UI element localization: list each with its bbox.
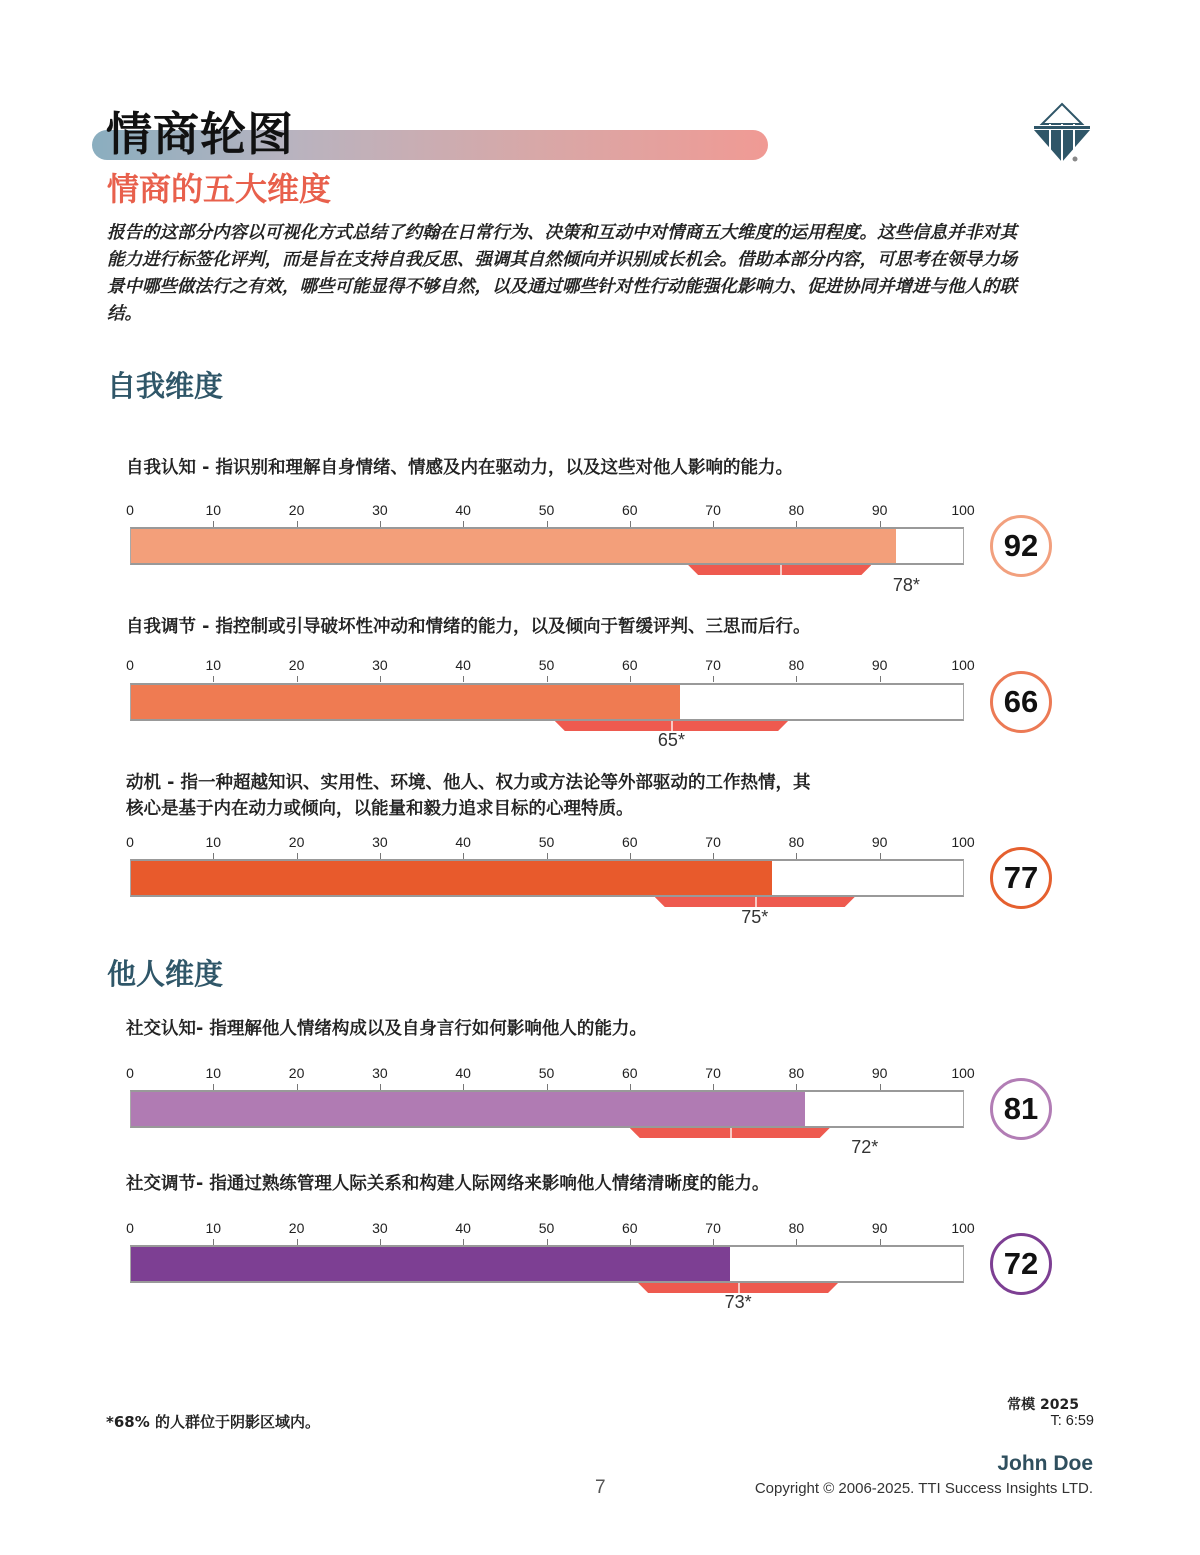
axis-tick-label: 90	[871, 834, 888, 850]
axis-tick-mark	[880, 676, 881, 682]
score-bar-fill	[131, 1247, 730, 1281]
page-subtitle: 情商的五大维度	[107, 170, 332, 208]
axis-tick-label: 90	[871, 1220, 888, 1236]
axis-tick-mark	[463, 676, 464, 682]
axis-tick-label: 40	[455, 1065, 471, 1081]
axis-tick-label: 30	[372, 1065, 388, 1081]
axis-tick-label: 70	[705, 834, 721, 850]
score-bar-track	[130, 683, 964, 721]
axis-tick-label: 100	[951, 1220, 975, 1236]
scale-axis	[126, 834, 975, 854]
axis-tick-label: 40	[455, 657, 471, 673]
axis-tick-label: 20	[288, 657, 305, 673]
scale-label-line1: 社交认知- 指理解他人情绪构成以及自身言行如何影响他人的能力。	[126, 1019, 647, 1039]
axis-tick-label: 100	[951, 834, 975, 850]
axis-tick-label: 100	[951, 657, 975, 673]
score-circle: 92	[990, 515, 1052, 577]
axis-tick-label: 50	[538, 1220, 555, 1236]
axis-tick-label: 70	[705, 1220, 721, 1236]
axis-tick-label: 100	[951, 1065, 975, 1081]
axis-tick-label: 0	[126, 1065, 134, 1081]
axis-tick-mark	[213, 676, 214, 682]
scale-label-line1: 自我认知 - 指识别和理解自身情绪、情感及内在驱动力，以及这些对他人影响的能力。	[126, 458, 793, 478]
axis-tick-label: 80	[788, 1065, 805, 1081]
score-bar-fill	[131, 529, 896, 563]
norm-mean-marker	[755, 897, 757, 907]
axis-tick-label: 0	[126, 502, 134, 518]
axis-tick-label: 30	[372, 502, 388, 518]
intro-paragraph: 报告的这部分内容以可视化方式总结了约翰在日常行为、决策和互动中对情商五大维度的运用程度。这些信息并非对其能力进行标签化评判，而是旨在支持自我反思、强调其自然倾向并识别成长机会。借助本部分内容，可思考在领导力场景中哪些做法行之有效，哪些可能显得不够自然，以及通过哪些针对性行动能强化影响力、促进协同并增进与他人的联结。	[107, 223, 1017, 324]
axis-tick-label: 40	[455, 502, 471, 518]
scale-label-line2: 核心是基于内在动力或倾向，以能量和毅力追求目标的心理特质。	[126, 799, 634, 819]
axis-tick-label: 60	[622, 834, 638, 850]
score-bar-fill	[131, 1092, 805, 1126]
page-number: 7	[595, 1477, 606, 1498]
axis-tick-mark	[713, 676, 714, 682]
axis-tick-mark	[630, 676, 631, 682]
axis-tick-label: 0	[126, 657, 134, 673]
axis-tick-label: 30	[372, 834, 388, 850]
axis-tick-label: 20	[288, 502, 305, 518]
copyright: Copyright © 2006-2025. TTI Success Insights LTD.	[754, 1480, 1093, 1497]
axis-tick-label: 80	[788, 1220, 805, 1236]
axis-tick-label: 60	[622, 1220, 638, 1236]
scale-label	[126, 1016, 926, 1042]
axis-tick-label: 60	[622, 657, 638, 673]
norm-mean-marker	[780, 565, 782, 575]
axis-tick-mark	[547, 676, 548, 682]
scale-label-line1: 动机 - 指一种超越知识、实用性、环境、他人、权力或方法论等外部驱动的工作热情，其	[126, 773, 811, 793]
score-bar-fill	[131, 685, 680, 719]
scale-label-line1: 社交调节- 指通过熟练管理人际关系和构建人际网络来影响他人情绪清晰度的能力。	[126, 1174, 770, 1194]
axis-tick-mark	[796, 676, 797, 682]
scale-label	[126, 455, 926, 481]
axis-tick-label: 10	[205, 1220, 222, 1236]
axis-tick-label: 50	[538, 834, 555, 850]
axis-tick-label: 20	[288, 1065, 305, 1081]
axis-tick-label: 90	[871, 1065, 888, 1081]
score-bar-track	[130, 859, 964, 897]
axis-tick-mark	[380, 676, 381, 682]
axis-tick-label: 0	[126, 1220, 134, 1236]
scale-axis	[126, 657, 975, 677]
section-title-others: 他人维度	[107, 957, 224, 991]
axis-tick-label: 40	[455, 1220, 471, 1236]
axis-tick-label: 10	[205, 834, 222, 850]
axis-tick-label: 10	[205, 657, 222, 673]
axis-tick-label: 70	[705, 1065, 721, 1081]
axis-tick-label: 80	[788, 834, 805, 850]
axis-tick-label: 50	[538, 657, 555, 673]
axis-tick-label: 90	[871, 502, 888, 518]
axis-tick-label: 50	[538, 502, 555, 518]
scale-axis	[126, 502, 975, 522]
t-value: T: 6:59	[1050, 1413, 1094, 1429]
score-bar-fill	[131, 861, 772, 895]
axis-tick-mark	[297, 676, 298, 682]
tti-diamond-logo-icon	[1028, 100, 1096, 168]
axis-tick-label: 80	[788, 502, 805, 518]
norm-mean-label: 65*	[657, 730, 685, 750]
person-name: John Doe	[997, 1452, 1093, 1475]
score-bar-track	[130, 1245, 964, 1283]
axis-tick-label: 90	[871, 657, 888, 673]
axis-tick-label: 60	[622, 502, 638, 518]
norm-mean-label: 75*	[741, 907, 769, 927]
footnote: *68% 的人群位于阴影区域内。	[106, 1413, 320, 1431]
axis-tick-label: 80	[788, 657, 805, 673]
axis-tick-label: 70	[705, 502, 721, 518]
axis-tick-label: 10	[205, 1065, 222, 1081]
scale-label	[126, 1171, 926, 1197]
axis-tick-label: 60	[622, 1065, 638, 1081]
scale-label	[126, 614, 926, 640]
axis-tick-label: 40	[455, 834, 471, 850]
section-title-self: 自我维度	[107, 369, 224, 403]
scale-axis	[126, 1065, 975, 1085]
axis-tick-label: 0	[126, 834, 134, 850]
axis-tick-label: 20	[288, 834, 305, 850]
axis-tick-label: 70	[705, 657, 721, 673]
scale-label-line1: 自我调节 - 指控制或引导破坏性冲动和情绪的能力，以及倾向于暂缓评判、三思而后行。	[126, 617, 811, 637]
axis-tick-label: 100	[951, 502, 975, 518]
norms-label: 常模 2025	[1007, 1397, 1079, 1413]
norm-mean-label: 78*	[892, 575, 920, 595]
page-title: 情商轮图	[106, 107, 294, 161]
scale-label	[126, 770, 926, 822]
axis-tick-label: 50	[538, 1065, 555, 1081]
score-bar-track	[130, 1090, 964, 1128]
axis-tick-label: 30	[372, 657, 388, 673]
axis-tick-label: 20	[288, 1220, 305, 1236]
score-bar-track	[130, 527, 964, 565]
axis-tick-label: 10	[205, 502, 222, 518]
score-circle: 77	[990, 847, 1052, 909]
score-circle: 66	[990, 671, 1052, 733]
scale-axis	[126, 1220, 975, 1240]
norm-mean-marker	[730, 1128, 732, 1138]
axis-tick-label: 30	[372, 1220, 388, 1236]
score-circle: 81	[990, 1078, 1052, 1140]
norm-mean-label: 72*	[851, 1137, 879, 1157]
score-circle: 72	[990, 1233, 1052, 1295]
norm-mean-label: 73*	[724, 1292, 752, 1312]
